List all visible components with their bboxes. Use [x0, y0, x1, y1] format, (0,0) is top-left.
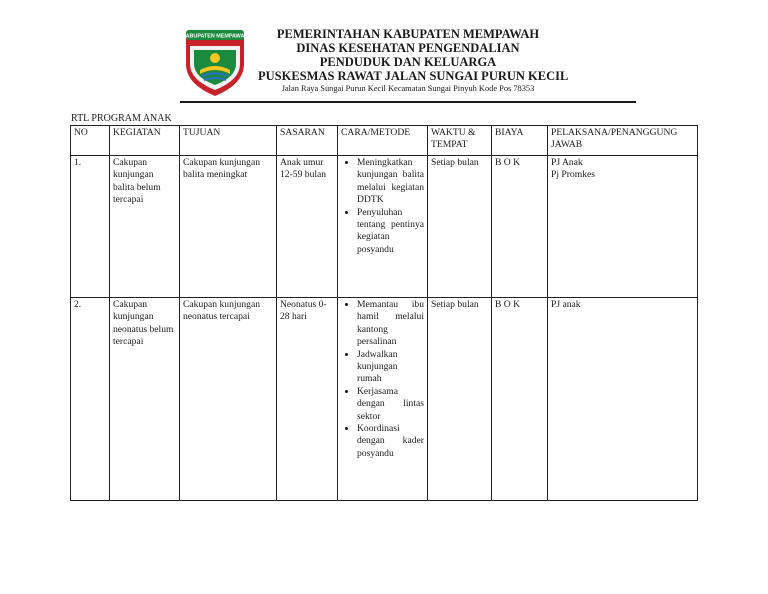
cell-no: 1.	[71, 156, 110, 298]
letterhead-divider	[180, 101, 636, 103]
header-tujuan: TUJUAN	[180, 126, 277, 156]
regency-logo	[180, 26, 250, 98]
metode-item: • Koordinasi dengan kader posyandu	[357, 423, 424, 460]
metode-item: • Penyuluhan tentang pentinya kegiatan posyandu	[357, 207, 424, 257]
cell-metode	[338, 156, 428, 298]
letterhead-line-3: PENDUDUK DAN KELUARGA	[319, 55, 497, 69]
rtl-table	[70, 125, 698, 501]
cell-biaya: B O K	[492, 298, 548, 501]
header-cara-metode: CARA/METODE	[338, 126, 428, 156]
header-no: NO	[71, 126, 110, 156]
cell-pj	[548, 156, 698, 298]
metode-list	[341, 299, 424, 460]
metode-item: • Kerjasama dengan lintas sektor	[357, 386, 424, 423]
cell-kegiatan: Cakupan kunjungan balita belum tercapai	[110, 156, 180, 298]
cell-biaya: B O K	[492, 156, 548, 298]
cell-metode	[338, 298, 428, 501]
letterhead-line-1: PEMERINTAHAN KABUPATEN MEMPAWAH	[276, 27, 540, 41]
cell-pj	[548, 298, 698, 501]
cell-kegiatan: Cakupan kunjungan neonatus belum tercapai	[110, 298, 180, 501]
cell-tujuan: Cakupan kunjungan balita meningkat	[180, 156, 277, 298]
header-biaya: BIAYA	[492, 126, 548, 156]
metode-item: • Jadwalkan kunjungan rumah	[357, 349, 424, 386]
letterhead-line-2: DINAS KESEHATAN PENGENDALIAN	[296, 41, 520, 55]
pj-line: PJ anak	[551, 299, 581, 310]
header-kegiatan: KEGIATAN	[110, 126, 180, 156]
table-row	[71, 156, 698, 298]
cell-sasaran: Anak umur 12-59 bulan	[277, 156, 338, 298]
table-header-row	[71, 126, 698, 156]
letterhead-line-4: PUSKESMAS RAWAT JALAN SUNGAI PURUN KECIL	[258, 69, 569, 83]
cell-waktu: Setiap bulan	[428, 156, 492, 298]
cell-sasaran: Neonatus 0-28 hari	[277, 298, 338, 501]
header-sasaran: SASARAN	[277, 126, 338, 156]
pj-line: Pj Promkes	[551, 169, 595, 181]
document-title: RTL PROGRAM ANAK	[71, 113, 172, 124]
letterhead-address: Jalan Raya Sungai Purun Kecil Kecamatan Sungai Pinyuh Kode Pos 78353	[281, 84, 535, 93]
cell-waktu: Setiap bulan	[428, 298, 492, 501]
cell-no: 2.	[71, 298, 110, 501]
metode-item: • Memantau ibu hamil melalui kantong persalinan	[357, 299, 424, 349]
table-row	[71, 298, 698, 501]
logo-caption: KABUPATEN MEMPAWAH	[181, 33, 249, 40]
cell-tujuan: Cakupan kunjungan neonatus tercapai	[180, 298, 277, 501]
metode-item: • Meningkatkan kunjungan balita melalui kegiatan DDTK	[357, 157, 424, 207]
pj-line: PJ Anak	[551, 157, 583, 168]
metode-list	[341, 157, 424, 256]
letterhead	[258, 27, 569, 94]
header-pelaksana: PELAKSANA/PENANGGUNG JAWAB	[548, 126, 698, 156]
header-waktu-tempat: WAKTU & TEMPAT	[428, 126, 492, 156]
